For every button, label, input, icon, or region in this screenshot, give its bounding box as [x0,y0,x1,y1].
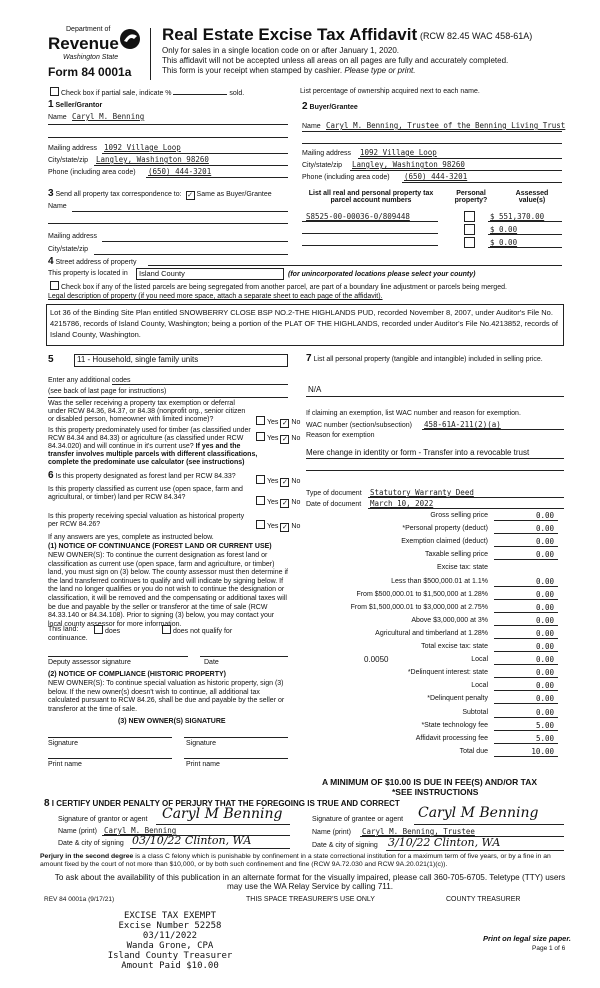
timber-yes-checkbox[interactable] [256,432,265,441]
buyer-mail-label: Mailing address [302,150,352,157]
tax-row-label: *Delinquent interest: state [407,669,488,677]
tax-row-label: *Personal property (deduct) [402,525,488,533]
certify-heading: 8 I CERTIFY UNDER PENALTY OF PERJURY THAT THE FOREGOING IS TRUE AND CORRECT [44,798,400,809]
new-owner-signature-heading: (3) NEW OWNER(S) SIGNATURE [118,718,226,725]
historic-no-checkbox[interactable]: ✓ [281,524,288,531]
seller-name[interactable]: Caryl M. Benning [72,112,145,121]
buyer-mail[interactable]: 1092 Village Loop [360,148,437,157]
tax-row-value[interactable]: 0.00 [535,550,554,560]
treasurer-use-label: THIS SPACE TREASURER'S USE ONLY [246,896,375,903]
tax-row-label: Above $3,000,000 at 3% [411,616,488,624]
tax-row-label: Total excise tax: state [421,643,488,650]
seller-city-label: City/state/zip [48,157,89,164]
reason-label: Reason for exemption [306,432,375,439]
tax-row-label: From $1,500,000.01 to $3,000,000 at 2.75% [350,603,488,611]
header-line-1: Only for sales in a single location code on or after January 1, 2020. [162,46,400,55]
state-label: Washington State [63,54,119,61]
revenue-logo-icon [118,27,142,51]
compliance-text: NEW OWNER(S): To continue special valuation as historic property, sign (3) below. If the new owner(s) doesn't wish to continue, all additional tax calculated pursuant to RCW 84.26, shall be due and payable by the seller or transferor at the time of sale. [48,680,285,713]
send-mail-label: Mailing address [48,233,98,240]
forest-yes-no: Yes ✓ No [254,475,300,487]
does-not-checkbox[interactable] [162,625,171,634]
seller-phone-label: Phone (including area code) [48,169,136,176]
current-use-no-checkbox[interactable]: ✓ [281,500,288,507]
located-label: This property is located in [48,270,128,277]
historic-question: Is this property receiving special valuation as historical property per RCW 84.26? [48,513,245,528]
seller-mail[interactable]: 1092 Village Loop [104,143,181,152]
buyer-name[interactable]: Caryl M. Benning, Trustee of the Benning Living Trust [326,121,566,130]
owner-print-label-2: Print name [186,761,220,768]
unincorporated-note: (for unincorporated locations please select your county) [288,271,476,278]
timber-no-checkbox[interactable]: ✓ [281,436,288,443]
tax-row-value[interactable]: 0.00 [535,694,554,704]
tax-row-value[interactable]: 0.00 [535,602,554,612]
exemption-reason[interactable]: Mere change in identity or form - Transfer into a revocable trust [306,448,530,457]
document-type-label: Type of document [306,490,362,497]
seller-name-label: Name [48,114,67,121]
does-not-option: does not qualify for [160,625,232,635]
legal-description-label: Legal description of property (if you need more space, attach a separate sheet to each page of the affidavit). [48,293,383,300]
additional-codes-note: (see back of last page for instructions) [48,388,167,395]
segregated-checkbox[interactable] [50,281,59,290]
document-type[interactable]: Statutory Warranty Deed [370,488,474,497]
tax-row-value[interactable]: 0.00 [535,642,554,651]
assessed-value-2[interactable]: $ 0.00 [490,225,518,234]
wac-label: WAC number (section/subsection) [306,422,412,429]
tax-row-label: Taxable selling price [424,551,488,559]
tax-row-label: Agricultural and timberland at 1.28% [375,629,488,637]
deputy-date-label: Date [204,659,219,666]
tax-row-label: Local [471,656,488,664]
buyer-city-label: City/state/zip [302,162,343,169]
tax-row-value[interactable]: 0.00 [535,537,554,547]
current-use-yes-checkbox[interactable] [256,496,265,505]
tax-row-value[interactable]: 5.00 [535,720,554,730]
parcel-col-header: List all real and personal property tax parcel account numbers [308,190,434,204]
send-heading: 3 Send all property tax correspondence to: ✓ Same as Buyer/Grantee [48,188,272,199]
tax-row-label: Exemption claimed (deduct) [401,538,488,546]
document-date[interactable]: March 10, 2022 [370,499,434,508]
tax-row-value[interactable]: 0.00 [535,668,554,678]
legal-description-field[interactable]: Lot 36 of the Binding Site Plan entitled SNOWBERRY CLOSE BSP NO.2-THE HIGHLANDS PUD, recorded November 8, 2007, under Auditor's File No. 4215786, records of Island County, Washington; being a portion of the PLAT OF THE HIGHLANDS, recorded under Auditor's File No.4213852, records of Island County, Washington. [46,304,564,346]
personal-property-checkbox-1[interactable] [464,211,475,222]
wac-number[interactable]: 458-61A-211(2)(a) [424,420,501,429]
seller-mail-label: Mailing address [48,145,98,152]
grantor-signature-label: Signature of grantor or agent [58,816,148,823]
buyer-phone-label: Phone (including area code) [302,174,390,181]
forest-yes-checkbox[interactable] [256,475,265,484]
tax-row-value[interactable]: 0.00 [535,589,554,599]
tax-row-value[interactable]: 0.00 [535,511,554,520]
does-option: does [92,625,120,635]
timber-yes-no: Yes ✓ No [254,432,300,444]
if-any-yes-note: If any answers are yes, complete as instructed below. [48,534,214,541]
owner-signature-label-2: Signature [186,740,216,747]
exemption-no-checkbox[interactable]: ✓ [281,420,288,427]
segregated-note: Check box if any of the listed parcels are being segregated from another parcel, are part of a boundary line adjustment or parcels being merged. [48,281,507,291]
exemption-question: Was the seller receiving a property tax exemption or deferral under RCW 84.36, 84.37, or 84.38 (nonprofit org., senior citizen or disabled person, homeowner with limited income)? [48,400,246,423]
county-treasurer-label: COUNTY TREASURER [446,896,521,903]
minimum-due-note: A MINIMUM OF $10.00 IS DUE IN FEE(S) AND/OR TAX [322,777,538,787]
grantor-name-label: Name (print) [58,828,97,835]
grantee-signature[interactable]: Caryl M Benning [418,805,539,821]
tax-row-label: Subtotal [462,708,488,716]
grantee-signature-label: Signature of grantee or agent [312,816,404,823]
partial-sale-checkbox[interactable] [50,87,59,96]
seller-city[interactable]: Langley, Washington 98260 [96,155,209,164]
list-percentage-note: List percentage of ownership acquired next to each name. [300,88,480,95]
tax-row-value[interactable]: 0.00 [535,628,554,638]
personal-property-value[interactable]: N/A [308,385,322,394]
header-line-3: This form is your receipt when stamped by cashier. Please type or print. [162,66,416,75]
buyer-name-label: Name [302,123,321,130]
grantee-date-city[interactable]: 3/10/22 Clinton, WA [388,836,501,849]
revenue-logo-text: Revenue [48,34,119,53]
grantor-date-city[interactable]: 03/10/22 Clinton, WA [132,834,252,847]
local-rate: 0.0050 [364,655,389,665]
historic-yes-checkbox[interactable] [256,520,265,529]
tax-row-value[interactable]: 10.00 [531,746,554,756]
grantee-name[interactable]: Caryl M. Benning, Trustee [362,827,475,836]
exemption-yes-checkbox[interactable] [256,416,265,425]
header-line-2: This affidavit will not be accepted unless all areas on all pages are fully and accurately completed. [162,56,509,65]
tax-row-label: Affidavit processing fee [415,734,488,742]
buyer-city[interactable]: Langley, Washington 98260 [352,160,465,169]
grantor-name[interactable]: Caryl M. Benning [104,826,177,835]
compliance-heading: (2) NOTICE OF COMPLIANCE (HISTORIC PROPERTY) [48,671,226,678]
exemption-yes-no: Yes ✓ No [254,416,300,428]
personal-property-checkbox-3[interactable] [464,237,475,248]
tax-row-label: Excise tax: state [437,564,488,572]
perjury-notice: Perjury in the second degree is a class C felony which is punishable by confinement in a state correctional institution for a maximum term of five years, or by a fine in an amount fixed by the court of not more than $10,000, or by both such confinement and fine (RCW 9A.72.030 and RCW 9A.20.021(1)(c)). [40,853,551,868]
tax-row-label: From $500,000.01 to $1,500,000 at 1.28% [356,590,488,598]
continuance-heading: (1) NOTICE OF CONTINUANCE (FOREST LAND OR CURRENT USE) [48,543,272,550]
tax-row-label: Total due [459,747,488,755]
claim-exemption-label: If claiming an exemption, list WAC number and reason for exemption. [306,410,521,417]
additional-codes-label: Enter any additional codes [48,377,131,384]
historic-yes-no: Yes ✓ No [254,520,300,532]
personal-property-checkbox-2[interactable] [464,224,475,235]
assessed-col-header: Assessed value(s) [515,190,549,204]
accessibility-notice: To ask about the availability of this publication in an alternate format for the visually impaired, please call 360-705-6705. Teletype (TTY) users may use the WA Relay Service by calling 711. [54,873,566,891]
tax-row-value[interactable]: 0.00 [535,655,554,665]
grantor-signature[interactable]: Caryl M Benning [162,806,283,822]
tax-row-value[interactable]: 0.00 [535,615,554,625]
tax-row-value[interactable]: 5.00 [535,733,554,743]
current-use-yes-no: Yes ✓ No [254,496,300,508]
section-5-number: 5 [48,354,54,365]
document-date-label: Date of document [306,501,362,508]
grantee-date-label: Date & city of signing [312,842,378,849]
current-use-question: Is this property classified as current use (open space, farm and agricultural, or timber) land per RCW 84.34? [48,486,243,501]
same-as-buyer-checkbox[interactable]: ✓ [187,192,193,199]
personal-property-label: 7 List all personal property (tangible and intangible) included in selling price. [306,353,543,364]
county-select[interactable]: Island County [136,268,284,280]
street-heading: 4 Street address of property [48,256,137,267]
tax-row-label: *Delinquent penalty [427,695,488,703]
tax-row-value[interactable]: 0.00 [535,707,554,717]
tax-row-label: Less than $500,000.01 at 1.1% [391,577,488,585]
form-number: Form 84 0001a [48,65,132,79]
assessed-value-1[interactable]: $ 551,370.00 [490,212,545,221]
revision-label: REV 84 0001a (9/17/21) [44,896,115,903]
buyer-phone[interactable]: (650) 444-3201 [404,172,468,181]
continuance-text: NEW OWNER(S): To continue the current designation as forest land or classification as current use (open space, farm and agriculture, or timber) land, you must sign on (3) below. The county assessor must then determine if the land transferred continues to qualify and will indicate by signing below. If the land no longer qualifies or you do not wish to continue the designation or classification, it will be removed and the compensating or additional taxes will be due and payable by the seller or transferor at the time of sale (RCW 84.33.140 or 84.34.108). Prior to signing (3) below, you may contact your local county assessor for more information. [48,552,288,628]
tax-row-value[interactable]: 0.00 [535,576,554,586]
dept-label: Department of [66,26,111,33]
tax-row-value[interactable]: 0.00 [535,524,554,534]
send-name-label: Name [48,203,67,210]
tax-row-value[interactable]: 0.00 [535,681,554,691]
legal-paper-note: Print on legal size paper. [483,934,571,943]
assessed-value-3[interactable]: $ 0.00 [490,238,518,247]
page-title: Real Estate Excise Tax Affidavit [162,25,418,44]
buyer-heading: 2 Buyer/Grantee [302,101,358,112]
see-instructions-note: *SEE INSTRUCTIONS [392,787,479,797]
seller-heading: 1 Seller/Grantor [48,99,103,110]
tax-row-label: *State technology fee [421,721,488,729]
owner-print-label-1: Print name [48,761,82,768]
this-land-label: This land: [48,626,79,633]
tax-row-label: Local [471,682,488,690]
timber-question: Is this property predominately used for timber (as classified under RCW 84.34 and 84.33) or agriculture (as classified under RCW 84.34.020) and will continue in it's current use? If yes and the transfer involves multiple parcels with different classifications, complete the predominate use calculator (see instructions) [48,427,258,466]
grantee-name-label: Name (print) [312,829,351,836]
page-number: Page 1 of 6 [532,945,566,952]
does-checkbox[interactable] [94,625,103,634]
personal-col-header: Personal property? [454,190,488,204]
land-use-code-select[interactable]: 11 - Household, single family units [74,354,288,367]
seller-phone[interactable]: (650) 444-3201 [148,167,212,176]
grantor-date-label: Date & city of signing [58,840,124,847]
treasurer-stamp: EXCISE TAX EXEMPT Excise Number 52258 03/11/2022 Wanda Grone, CPA Island County Treasurer Amount Paid $10.00 [107,911,233,971]
deputy-assessor-label: Deputy assessor signature [48,659,131,666]
statute-label: (RCW 82.45 WAC 458-61A) [420,31,533,41]
continuance-label: continuance. [48,635,88,642]
tax-row-label: Gross selling price [430,512,488,519]
parcel-number-1[interactable]: S8525-00-00036-0/809448 [306,212,410,221]
partial-sale: Check box if partial sale, indicate % sold. [48,87,244,97]
send-city-label: City/state/zip [48,246,89,253]
forest-land-question: 6 Is this property designated as forest land per RCW 84.33? [48,470,236,481]
forest-no-checkbox[interactable]: ✓ [281,479,288,486]
owner-signature-label-1: Signature [48,740,78,747]
